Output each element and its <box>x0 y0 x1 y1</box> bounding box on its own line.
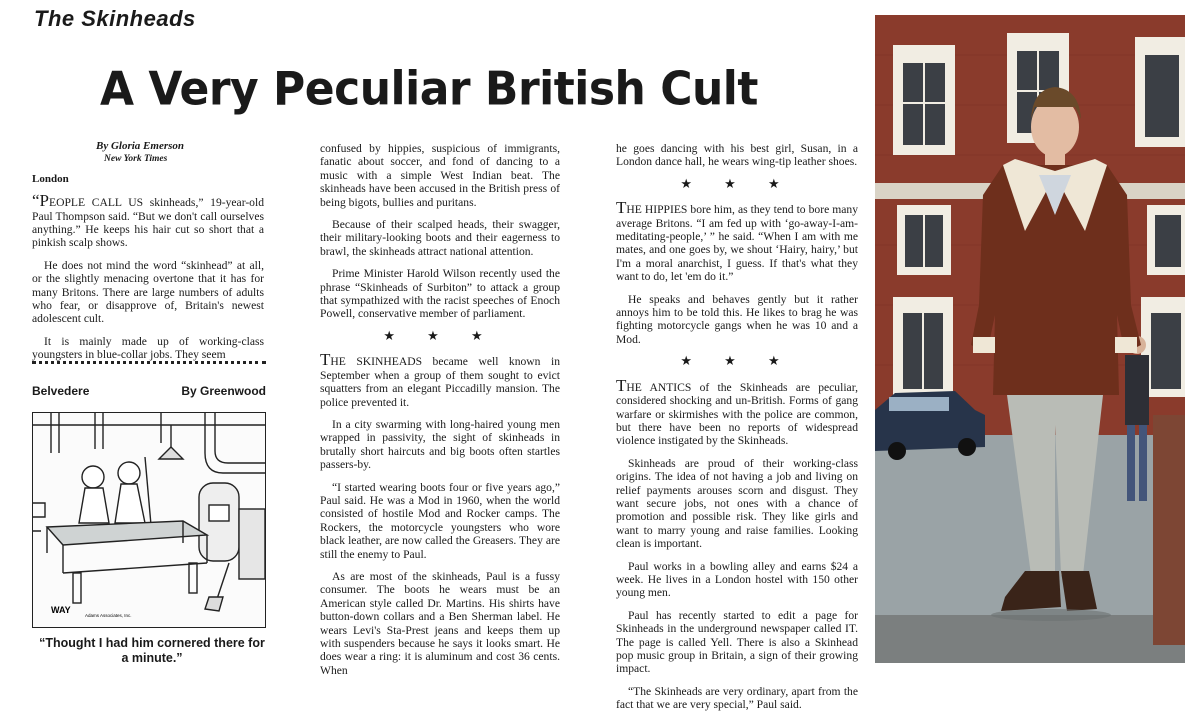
article-paragraph: THE ANTICS of the Skinheads are peculiar, considered shocking and un-British. Forms of gang warfare or skirmishes with the police are common, but there have been no reports of widespread violence instigated by the Skinheads. <box>616 375 858 448</box>
article-paragraph: Paul works in a bowling alley and earns $24 a week. He lives in a London hostel with 150 other young men. <box>616 559 858 600</box>
drop-cap: T <box>616 198 627 218</box>
cartoon-caption: “Thought I had him cornered there for a minute.” <box>39 636 265 665</box>
article-paragraph: THE SKINHEADS became well known in September when a group of them sought to evict squatters from an elegant Piccadilly mansion. The police prevented it. <box>320 350 560 409</box>
article-paragraph: “The Skinheads are very ordinary, apart from the fact that we are very special,” Paul said. <box>616 684 858 712</box>
section-break-stars: ★ ★ ★ <box>680 176 794 192</box>
section-break-stars: ★ ★ ★ <box>383 328 497 344</box>
article-paragraph: Paul has recently started to edit a page for Skinheads in the underground newspaper called IT. The page is called Yell. There is also a Skinhead pop music group in Britain, a sign of their growing impact. <box>616 608 858 676</box>
cartoon-artist: By Greenwood <box>181 384 266 398</box>
dateline: London <box>32 172 69 185</box>
drop-cap: “P <box>32 191 49 211</box>
photo-illustration <box>875 15 1185 663</box>
drop-cap: T <box>320 350 331 370</box>
article-paragraph: Skinheads are proud of their working-class origins. The idea of not having a job and living on relief payments arouses scorn and disgust. They want secure jobs, not ones with a chance of promotion and possible risk. They like girls and want to marry young and raise families. Looking clean is important. <box>616 456 858 551</box>
headline: A Very Peculiar British Cult <box>100 62 758 117</box>
cartoon-header <box>32 384 266 398</box>
article-paragraph: He speaks and behaves gently but it rather annoys him to be told this. He likes to brag he was fighting motorcycle gangs when he was 10 and a Mod. <box>616 292 858 346</box>
article-paragraph: he goes dancing with his best girl, Susan, in a London dance hall, he wears wing-tip leather shoes. <box>616 142 858 169</box>
article-paragraph: Prime Minister Harold Wilson recently used the phrase “Skinheads of Surbiton” to attack a group that sympathized with the racist speeches of Enoch Powell, conservative member of parliament. <box>320 267 560 321</box>
article-paragraph: Because of their scalped heads, their swagger, their military-looking boots and their eagerness to brawl, the skinheads attract national attention. <box>320 218 560 258</box>
cartoon-signature: WAY <box>51 605 71 615</box>
article-paragraph: “I started wearing boots four or five years ago,” Paul said. He was a Mod in 1960, when the world consisted of hostile Mod and Rocker camps. The Rockers, the motorcycle youngsters who wore black leather, are now called the Greasers. They are still the enemy to Paul. <box>320 480 560 561</box>
article-paragraph: confused by hippies, suspicious of immigrants, fanatic about soccer, and fond of dancing to a music with a simple West Indian beat. The skinheads have been accused in the British press of being bigots, bullies and puritans. <box>320 142 560 209</box>
source-paper: New York Times <box>104 154 168 165</box>
divider <box>32 361 266 364</box>
byline: By Gloria Emerson <box>96 140 185 152</box>
cartoon-credit: Adams Associates, Inc. <box>85 613 132 618</box>
article-paragraph: In a city swarming with long-haired young men wrapped in passivity, the sight of skinheads in brutally short haircuts and big boots often startles passers-by. <box>320 417 560 472</box>
article-paragraph: THE HIPPIES bore him, as they tend to bore many average Britons. “I am fed up with ‘go-away-I-am-meditating-people,’ ” he said. “When I am with me mates, and one goes by, we shout ‘Hairy, hairy,’ but I'm a moral anarchist, I guess. If that's what they want to do, let 'em do it.” <box>616 198 858 284</box>
cartoon-drawing <box>33 413 265 627</box>
article-column-1 <box>32 140 264 371</box>
section-break-stars: ★ ★ ★ <box>680 354 794 370</box>
cartoon-panel <box>32 412 266 628</box>
article-column-3 <box>616 142 858 721</box>
section-label: The Skinheads <box>34 6 196 31</box>
article-paragraph: It is mainly made up of working-class youngsters in blue-collar jobs. They seem <box>32 334 264 362</box>
drop-cap: T <box>616 375 627 395</box>
article-paragraph: He does not mind the word “skinhead” at all, or the slightly menacing overtone that it has for many Britons. There are large numbers of adults who fear, or disapprove of, Britain's newest adolescent cult. <box>32 258 264 326</box>
skinhead-photo <box>875 15 1185 663</box>
cartoon-title: Belvedere <box>32 384 90 398</box>
article-paragraph: As are most of the skinheads, Paul is a fussy consumer. The boots he wears must be an American style called Dr. Martins. His shirts have button-down collars and a Ben Sherman label. He wears Levi's Sta-Prest jeans and keeps them up with suspenders because he says it looks smart. He does wear a ring: it is aluminum and cost 36 cents. When <box>320 569 560 677</box>
article-column-2 <box>320 142 560 686</box>
article-paragraph: “PEOPLE CALL US skinheads,” 19-year-old Paul Thompson said. “But we don't call ourselves anything.” He keeps his hair cut so short that a pinkish scalp shows. <box>32 191 264 250</box>
